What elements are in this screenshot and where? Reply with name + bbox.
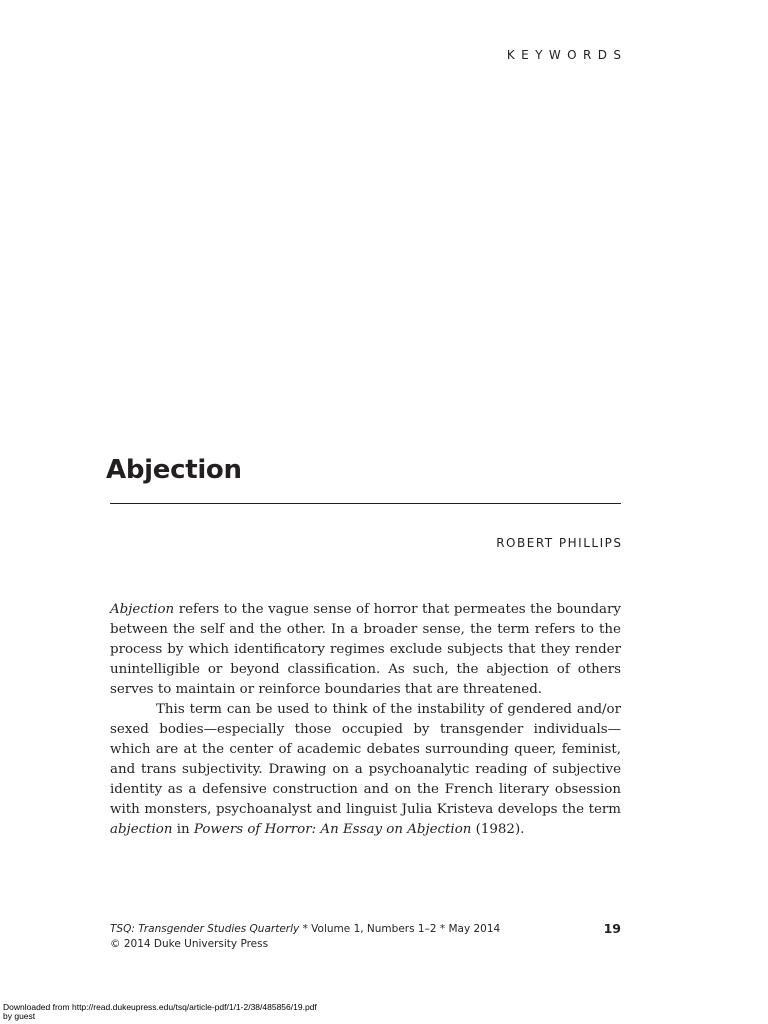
paragraph-2 xyxy=(110,700,621,840)
running-head: KEYWORDS xyxy=(506,48,628,62)
article-title: Abjection xyxy=(106,455,242,485)
issue-info: * Volume 1, Numbers 1–2 * May 2014 xyxy=(299,923,501,935)
download-notice xyxy=(3,1003,317,1021)
paragraph-1 xyxy=(110,600,621,700)
term-abjection-lead: Abjection xyxy=(110,602,175,617)
page-number: 19 xyxy=(603,921,621,936)
book-title: Powers of Horror: An Essay on Abjection xyxy=(193,822,472,837)
article-body xyxy=(110,600,621,840)
copyright: © 2014 Duke University Press xyxy=(110,938,269,950)
paragraph-2-text-c: (1982). xyxy=(471,822,525,837)
paragraph-1-text: refers to the vague sense of horror that permeates the boundary between the self and the other. In a broader sense, the term refers to the process by which identificatory regimes exclude subjects that they render unintelligible or beyond classification. As such, the abjection of others serves to maintain or reinforce boundaries that are threatened. xyxy=(110,602,621,697)
title-rule xyxy=(110,503,621,504)
paragraph-2-text-a: This term can be used to think of the instability of gendered and/or sexed bodies—especially those occupied by transgender individuals—which are at the center of academic debates surrounding queer, feminist, and trans subjectivity. Drawing on a psychoanalytic reading of subjective identity as a defensive construction and on the French literary obsession with monsters, psychoanalyst and linguist Julia Kristeva develops the term xyxy=(110,702,621,817)
download-notice-line-1: Downloaded from http://read.dukeupress.edu/tsq/article-pdf/1/1-2/38/485856/19.pdf xyxy=(3,1002,317,1012)
author-name: ROBERT PHILLIPS xyxy=(496,536,623,550)
journal-citation xyxy=(110,922,621,937)
paragraph-2-text-b: in xyxy=(172,822,194,837)
term-abjection: abjection xyxy=(110,822,173,837)
download-notice-line-2: by guest xyxy=(3,1011,36,1021)
page-footer xyxy=(110,922,621,952)
journal-name: TSQ: Transgender Studies Quarterly xyxy=(110,923,300,935)
